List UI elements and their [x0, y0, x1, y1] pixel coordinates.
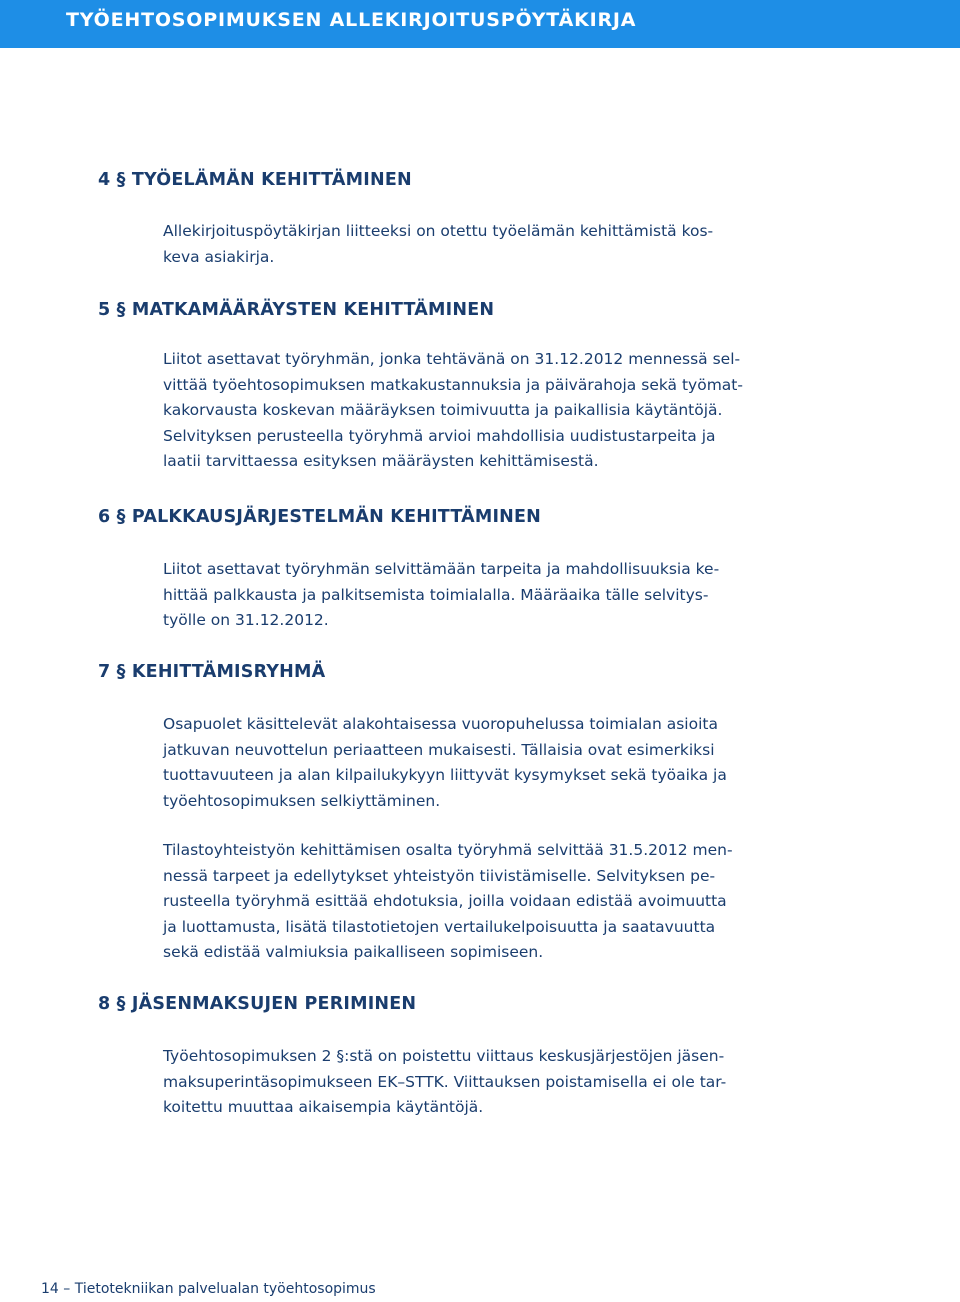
- text-line: Työehtosopimuksen 2 §:stä on poistettu viittaus keskusjärjestöjen jäsen-: [163, 1047, 725, 1065]
- text-line: työehtosopimuksen selkiyttäminen.: [163, 791, 441, 810]
- section-7-paragraph-2: [163, 838, 733, 966]
- text-line: Liitot asettavat työryhmän, jonka tehtävänä on 31.12.2012 mennessä sel-: [163, 350, 741, 368]
- text-line: ja luottamusta, lisätä tilastotietojen vertailukelpoisuutta ja saatavuutta: [163, 917, 716, 936]
- text-line: Tilastoyhteistyön kehittämisen osalta työryhmä selvittää 31.5.2012 men-: [163, 841, 733, 859]
- text-line: rusteella työryhmä esittää ehdotuksia, joilla voidaan edistää avoimuutta: [163, 892, 727, 910]
- text-line: Liitot asettavat työryhmän selvittämään tarpeita ja mahdollisuuksia ke-: [163, 560, 720, 578]
- text-line: jatkuvan neuvottelun periaatteen mukaisesti. Tällaisia ovat esimerkiksi: [163, 740, 715, 759]
- section-heading-6: 6 § PALKKAUSJÄRJESTELMÄN KEHITTÄMINEN: [98, 507, 542, 527]
- text-line: Selvityksen perusteella työryhmä arvioi mahdollisia uudistustarpeita ja: [163, 426, 716, 445]
- text-line: sekä edistää valmiuksia paikalliseen sopimiseen.: [163, 943, 544, 961]
- text-line: koitettu muuttaa aikaisempia käytäntöjä.: [163, 1098, 484, 1116]
- section-6-paragraph: [163, 557, 719, 634]
- section-heading-5: 5 § MATKAMÄÄRÄYSTEN KEHITTÄMINEN: [98, 300, 495, 320]
- text-line: Allekirjoituspöytäkirjan liitteeksi on otettu työelämän kehittämistä kos-: [163, 222, 714, 240]
- document-title: TYÖEHTOSOPIMUKSEN ALLEKIRJOITUSPÖYTÄKIRJA: [66, 9, 637, 31]
- text-line: työlle on 31.12.2012.: [163, 611, 329, 629]
- page-footer: 14 – Tietotekniikan palvelualan työehtosopimus: [41, 1281, 376, 1297]
- text-line: Osapuolet käsittelevät alakohtaisessa vuoropuhelussa toimialan asioita: [163, 715, 718, 733]
- text-line: maksuperintäsopimukseen EK–STTK. Viittauksen poistamisella ei ole tar-: [163, 1072, 727, 1091]
- text-line: laatii tarvittaessa esityksen määräysten kehittämisestä.: [163, 452, 599, 470]
- text-line: hittää palkkausta ja palkitsemista toimialalla. Määräaika tälle selvitys-: [163, 585, 709, 604]
- text-line: nessä tarpeet ja edellytykset yhteistyön tiivistämiselle. Selvityksen pe-: [163, 866, 716, 885]
- section-8-paragraph: [163, 1044, 726, 1121]
- section-7-paragraph-1: [163, 712, 727, 814]
- section-5-paragraph: [163, 347, 743, 475]
- text-line: kakorvausta koskevan määräyksen toimivuutta ja paikallisia käytäntöjä.: [163, 401, 723, 419]
- section-heading-7: 7 § KEHITTÄMISRYHMÄ: [98, 662, 326, 682]
- text-line: tuottavuuteen ja alan kilpailukykyyn liittyvät kysymykset sekä työaika ja: [163, 766, 727, 784]
- section-4-paragraph: [163, 219, 713, 270]
- section-heading-4: 4 § TYÖELÄMÄN KEHITTÄMINEN: [98, 170, 412, 190]
- text-line: keva asiakirja.: [163, 247, 275, 266]
- text-line: vittää työehtosopimuksen matkakustannuksia ja päivärahoja sekä työmat-: [163, 375, 743, 394]
- section-heading-8: 8 § JÄSENMAKSUJEN PERIMINEN: [98, 994, 417, 1014]
